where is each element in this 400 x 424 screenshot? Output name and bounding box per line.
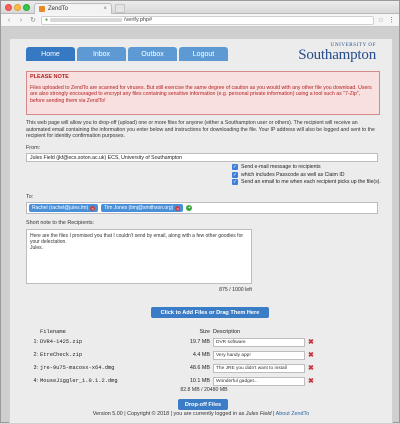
address-bar[interactable] [41, 16, 374, 25]
title-bar [1, 1, 399, 14]
file-size: 4.4 MB [192, 352, 210, 358]
char-counter: 875 / 1000 left [219, 287, 252, 293]
option-label: which includes Passcode as well as Claim ID [241, 171, 345, 178]
to-label: To: [26, 194, 34, 200]
logo-line-2: Southampton [298, 47, 376, 63]
checkbox-checked-icon[interactable]: ✓ [232, 171, 238, 178]
file-size: 10.1 MB [189, 378, 210, 384]
remove-recipient-icon[interactable]: × [176, 205, 179, 211]
file-number: 2: [33, 352, 38, 358]
recipient-chip[interactable] [29, 204, 98, 212]
page-footer [9, 411, 393, 417]
footer-text: Version 5.00 | Copyright © 2018 | you are currently logged in as [92, 411, 245, 417]
file-name: MouseJiggler_1.0.1.2.dmg [40, 378, 118, 384]
tab-outbox[interactable]: Outbox [128, 47, 177, 61]
file-description-input[interactable]: The JRE you didn't want to install [213, 364, 305, 373]
intro-text: This web page will allow you to drop-off (upload) one or more files for anyone (either a Southampton user or others). The recipient will receive an automated email containing the information you enter below and instructions for downloading the file. Your IP address will also be logged and sent to the recipient for identity confirmation purposes. [26, 120, 375, 140]
from-field[interactable]: Jules Field (jkf@ecs.soton.ac.uk) ECS, University of Southampton [26, 153, 378, 162]
notice-title: PLEASE NOTE [30, 74, 69, 80]
file-name: DVR4-1425.zip [40, 339, 83, 345]
file-row [26, 352, 382, 365]
file-row [26, 339, 382, 352]
header-filename: Filename [40, 329, 66, 335]
option-pickup-notify[interactable] [232, 179, 381, 185]
file-name: EtreCheck.zip [40, 352, 83, 358]
file-row [26, 365, 382, 378]
remove-file-icon[interactable]: ✖ [308, 365, 314, 372]
option-include-passcode[interactable] [232, 172, 381, 178]
back-icon[interactable]: ‹ [7, 16, 11, 24]
remove-recipient-icon[interactable]: × [91, 205, 94, 211]
dropoff-button[interactable]: Drop-off Files [178, 399, 228, 410]
file-description-input[interactable]: Very handy app! [213, 351, 305, 360]
footer-separator: | [273, 411, 275, 417]
file-size: 19.7 MB [189, 339, 210, 345]
remove-file-icon[interactable]: ✖ [308, 339, 314, 346]
maximize-window-button[interactable] [23, 4, 30, 11]
header-description: Description [213, 329, 240, 335]
from-label: From: [26, 145, 41, 151]
option-label: Send an email to me when each recipient picks up the file(s). [241, 179, 381, 185]
footer-user: Jules Field [245, 411, 272, 417]
file-size: 48.6 MB [189, 365, 210, 371]
url-path: /verify.php# [124, 17, 153, 23]
lock-icon: ● [45, 17, 49, 23]
remove-file-icon[interactable]: ✖ [308, 352, 314, 359]
add-files-button[interactable]: Click to Add Files or Drag Them Here [151, 307, 269, 318]
recipient-label: Tim Jones (timj@smithson.org) [104, 205, 174, 211]
browser-menu-icon[interactable]: ⋮ [388, 17, 395, 24]
remove-file-icon[interactable]: ✖ [308, 378, 314, 385]
files-header [26, 329, 382, 339]
close-window-button[interactable] [5, 4, 12, 11]
file-number: 3: [33, 365, 38, 371]
university-logo [298, 43, 376, 63]
file-number: 1: [33, 339, 38, 345]
total-size: 82.8 MB / 20480 MB [180, 387, 228, 393]
warning-notice [26, 71, 380, 115]
logo-line-1: UNIVERSITY OF [330, 43, 376, 48]
about-link[interactable]: About ZendTo [275, 411, 310, 417]
recipients-field[interactable] [26, 202, 378, 214]
email-options [232, 164, 381, 187]
tab-close-icon[interactable]: × [103, 6, 107, 12]
redacted-host [50, 18, 122, 22]
bookmark-star-icon[interactable]: ☆ [377, 17, 384, 24]
note-textarea[interactable]: Here are the files I promised you that I couldn't send by email, along with a few other goodies for your delectation. Jules. [26, 229, 252, 284]
note-label: Short note to the Recipients: [26, 220, 95, 226]
tab-home[interactable]: Home [26, 47, 75, 61]
notice-text: Files uploaded to ZendTo are scanned for viruses. But still exercise the same degree of caution as you would with any other file you download. Users are also strongly encouraged to encrypt any files containing sensitive information (e.g. personal private information) using a tool such as "7-Zip", before sending them via ZendTo! [30, 85, 372, 104]
minimize-window-button[interactable] [14, 4, 21, 11]
page-content [9, 38, 393, 424]
files-table [26, 329, 382, 391]
new-tab-button[interactable] [115, 4, 125, 13]
option-send-email[interactable] [232, 164, 381, 170]
favicon-icon [39, 6, 45, 12]
add-recipient-icon[interactable]: + [187, 205, 191, 211]
file-description-input[interactable]: DVR software [213, 338, 305, 347]
browser-tab[interactable] [34, 3, 112, 14]
reload-icon[interactable]: ↻ [30, 17, 36, 24]
forward-icon[interactable]: › [19, 16, 23, 24]
main-nav [26, 47, 228, 61]
browser-toolbar [1, 14, 399, 27]
tab-logout[interactable]: Logout [179, 47, 228, 61]
checkbox-checked-icon[interactable]: ✓ [232, 179, 238, 185]
option-label: Send e-mail message to recipients [241, 164, 321, 170]
checkbox-checked-icon[interactable]: ✓ [232, 164, 238, 170]
tab-inbox[interactable]: Inbox [77, 47, 126, 61]
tab-title: ZendTo [48, 6, 69, 12]
recipient-chip[interactable] [101, 204, 183, 212]
file-description-input[interactable]: Wonderful gadget... [213, 377, 305, 386]
file-name: jre-9u75-macosx-x64.dmg [40, 365, 115, 371]
file-number: 4: [33, 378, 38, 384]
recipient-label: Rachel (rachel@jules.fm) [32, 205, 89, 211]
header-size: Size [199, 329, 210, 335]
